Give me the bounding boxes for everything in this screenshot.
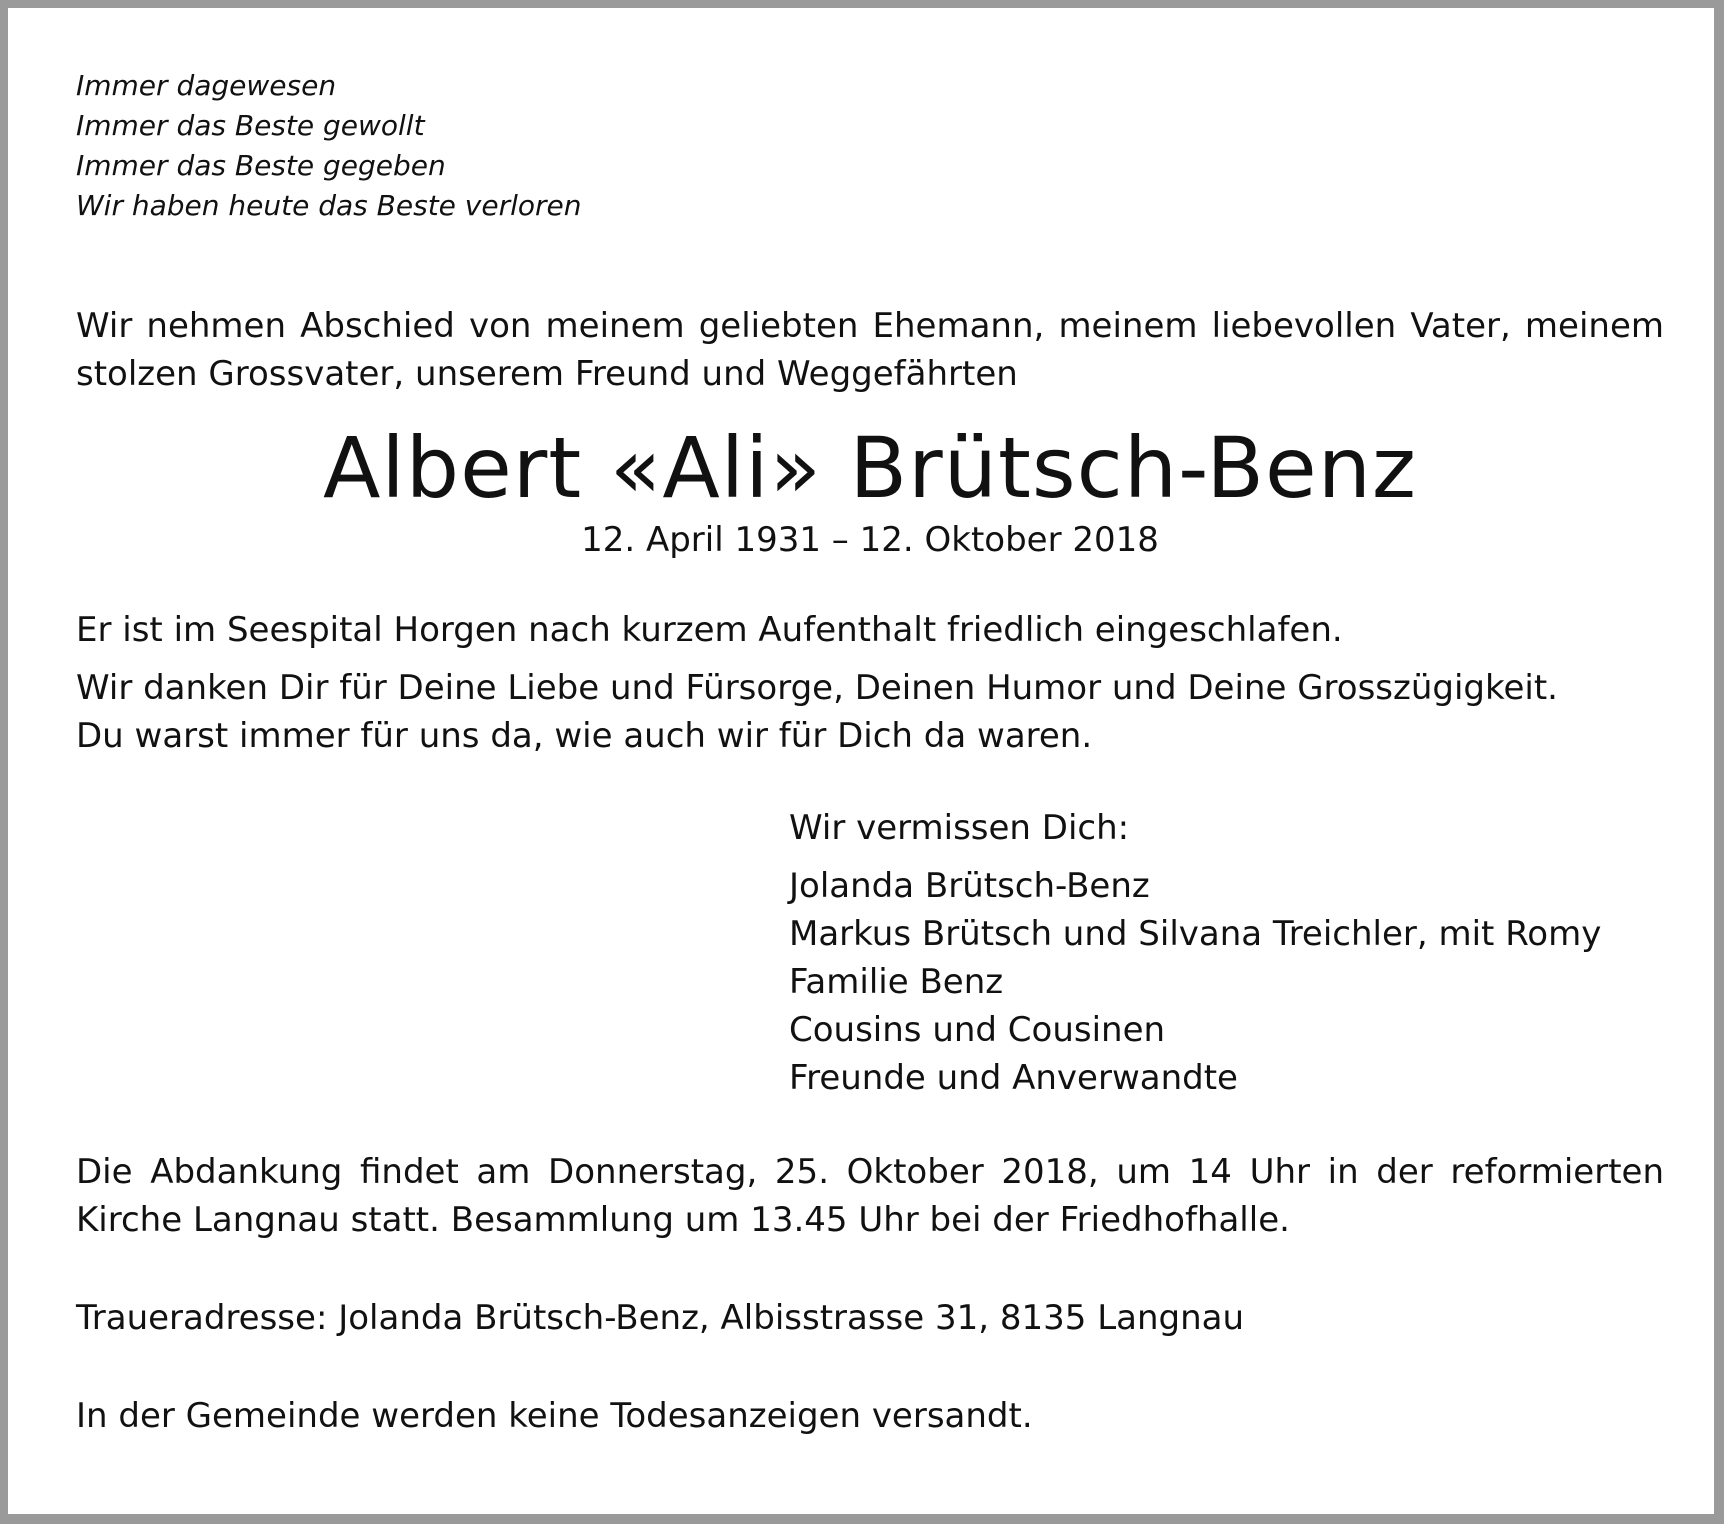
thanks-line: Du warst immer für uns da, wie auch wir für Dich da waren. bbox=[76, 716, 1093, 756]
life-dates: 12. April 1931 – 12. Oktober 2018 bbox=[581, 520, 1159, 560]
poem-line: Immer das Beste gewollt bbox=[76, 109, 425, 142]
mourning-address: Traueradresse: Jolanda Brütsch-Benz, Albisstrasse 31, 8135 Langnau bbox=[76, 1298, 1245, 1338]
deceased-name: Albert «Ali» Brütsch-Benz bbox=[322, 419, 1418, 517]
mourners-block bbox=[789, 804, 1664, 1102]
obituary-content bbox=[76, 66, 1664, 1440]
passing-text: Er ist im Seespital Horgen nach kurzem Aufenthalt friedlich eingeschlafen. bbox=[76, 610, 1343, 650]
mourners-heading: Wir vermissen Dich: bbox=[789, 808, 1130, 848]
mourner-name: Cousins und Cousinen bbox=[789, 1010, 1166, 1050]
ceremony-info: Die Abdankung findet am Donnerstag, 25. Oktober 2018, um 14 Uhr in der reformierten Kirche Langnau statt. Besammlung um 13.45 Uhr bei der Friedhofhalle. bbox=[76, 1152, 1664, 1240]
notice-text: In der Gemeinde werden keine Todesanzeigen versandt. bbox=[76, 1396, 1033, 1436]
mourner-name: Familie Benz bbox=[789, 962, 1004, 1002]
mourner-name: Freunde und Anverwandte bbox=[789, 1058, 1238, 1098]
mourner-name: Markus Brütsch und Silvana Treichler, mit Romy bbox=[789, 914, 1602, 954]
intro-paragraph: Wir nehmen Abschied von meinem geliebten Ehemann, meinem liebevollen Vater, meinem stolzen Grossvater, unserem Freund und Weggefährten bbox=[76, 306, 1664, 394]
poem-line: Wir haben heute das Beste verloren bbox=[76, 189, 582, 222]
mourner-name: Jolanda Brütsch-Benz bbox=[789, 866, 1150, 906]
poem bbox=[76, 66, 1664, 226]
thanks-line: Wir danken Dir für Deine Liebe und Fürsorge, Deinen Humor und Deine Grosszügigkeit. bbox=[76, 668, 1558, 708]
thanks-paragraph bbox=[76, 664, 1664, 760]
poem-line: Immer dagewesen bbox=[76, 69, 337, 102]
poem-line: Immer das Beste gegeben bbox=[76, 149, 446, 182]
